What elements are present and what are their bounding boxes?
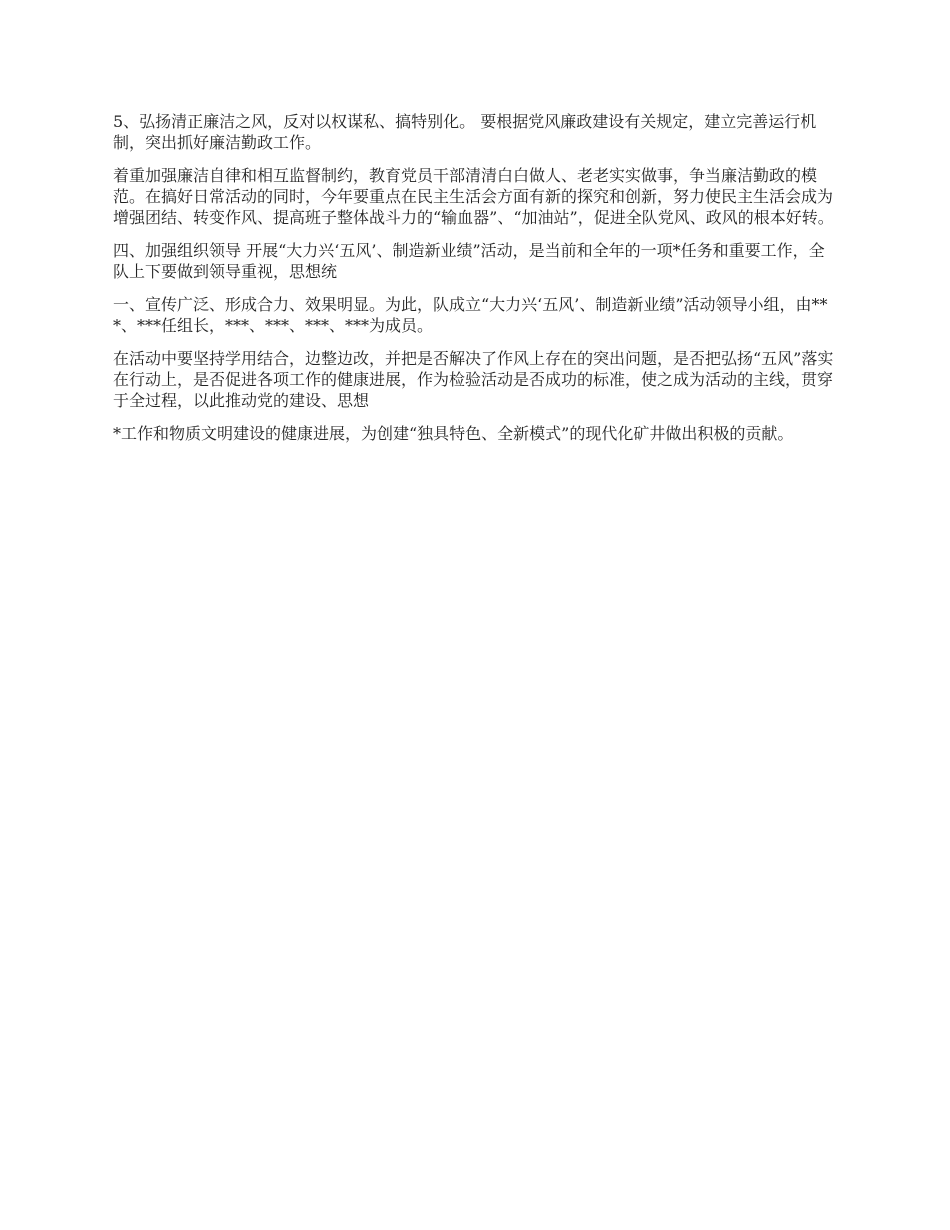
paragraph-3: 四、加强组织领导 开展“大力兴‘五风’、制造新业绩”活动，是当前和全年的一项*任务和重要工作，全队上下要做到领导重视，思想统 [113, 241, 825, 281]
paragraph-2: 着重加强廉洁自律和相互监督制约，教育党员干部清清白白做人、老老实实做事，争当廉洁勤政的模范。在搞好日常活动的同时，今年要重点在民主生活会方面有新的探究和创新，努力使民主生活会成为增强团结、转变作风、提高班子整体战斗力的“输血器”、“加油站”，促进全队党风、政风的根本好转。 [113, 166, 834, 227]
paragraph-5: 在活动中要坚持学用结合，边整边改，并把是否解决了作风上存在的突出问题，是否把弘扬“五风”落实在行动上，是否促进各项工作的健康进展，作为检验活动是否成功的标准，使之成为活动的主线，贯穿于全过程，以此推动党的建设、思想 [113, 349, 834, 410]
paragraph-1: 5、弘扬清正廉洁之风，反对以权谋私、搞特别化。 要根据党风廉政建设有关规定，建立完善运行机制，突出抓好廉洁勤政工作。 [113, 112, 817, 152]
document-body [113, 111, 839, 456]
paragraph-4: 一、宣传广泛、形成合力、效果明显。为此，队成立“大力兴‘五风’、制造新业绩”活动领导小组，由***、***任组长，***、***、***、***为成员。 [113, 295, 828, 335]
paragraph-6: *工作和物质文明建设的健康进展，为创建“独具特色、全新模式”的现代化矿井做出积极的贡献。 [113, 424, 794, 443]
